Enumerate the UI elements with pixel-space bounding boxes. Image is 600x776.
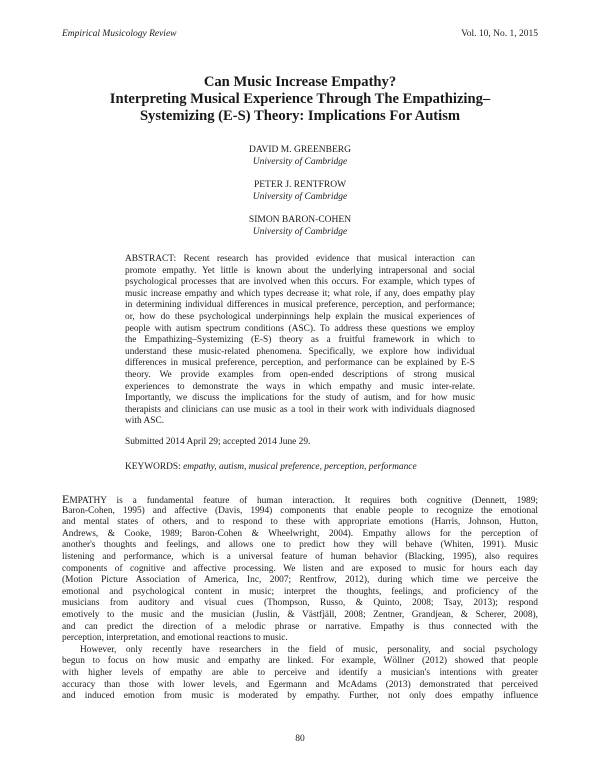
body-text (62, 494, 538, 703)
body-line: begun to focus on how music and empathy are linked. For example, Wöllner (2012) showed that people (62, 656, 538, 667)
body-line: and can predict the direction of a melodic phrase or narrative. Empathy is thus connected with the (62, 621, 538, 632)
body-line: perception, interpretation, and emotional reactions to music. (62, 633, 288, 644)
author-name: PETER J. RENTFROW (253, 180, 347, 190)
running-header (62, 29, 538, 43)
abstract-line: therapists and clinicians can use music as a tool in their work with individuals diagnosed (125, 404, 475, 415)
body-line: and mental states of others, and to respond to these with appropriate emotions (Harris, Johnson, Hutton, (62, 517, 538, 528)
abstract-line: ABSTRACT: Recent research has provided evidence that musical interaction can (125, 254, 475, 264)
title-line-1: Can Music Increase Empathy? (203, 74, 397, 90)
first-word-rest: MPATHY (69, 496, 107, 506)
abstract-line: theory. We provide examples from open-ended descriptions of strong musical (125, 369, 475, 380)
page-number: 80 (295, 734, 305, 744)
author-affiliation: University of Cambridge (252, 227, 348, 237)
abstract (125, 254, 475, 428)
abstract-line: music increase empathy and which types decrease it; what role, if any, does empathy play (125, 288, 475, 299)
volume-info: Vol. 10, No. 1, 2015 (461, 29, 538, 39)
body-line: emotional and psychological content in music; interpret the thoughts, feelings, and proficiency of the (62, 586, 538, 597)
keywords (125, 462, 475, 472)
drop-cap: E (62, 494, 70, 506)
abstract-line: differences in musical preference, perception, and performance can be explained by E-S (125, 358, 475, 369)
body-line: Baron-Cohen, 1995) and affective (Davis, 1994) components that enable people to recognize the emotional (62, 505, 538, 516)
keywords-label: KEYWORDS: (125, 462, 181, 472)
title-line-2: Interpreting Musical Experience Through The Empathizing– (109, 91, 491, 107)
body-line: (Motion Picture Association of America, Inc, 2007; Rentfrow, 2012), during which time we perceive the (62, 575, 538, 586)
body-line: Andrews, & Cooke, 1989; Baron-Cohen & Wheelwright, 2004). Empathy allows for the perception of (62, 528, 538, 539)
abstract-line: experiences to demonstrate the ways in which empathy and music inter-relate. (125, 381, 475, 392)
title-line-3: Systemizing (E-S) Theory: Implications For Autism (139, 108, 461, 124)
body-line: another's thoughts and feelings, and allows one to predict how they will behave (Whiten, 1991). Music (62, 540, 538, 551)
body-line: and induced emotion from music is moderated by empathy. Further, not only does empathy influence (62, 691, 538, 702)
abstract-line: Importantly, we discuss the implications for the study of autism, and for how music (125, 393, 475, 404)
body-line: with higher levels of empathy are able to perceive and identify a musician's intentions with greater (62, 667, 538, 678)
author-entry (120, 144, 480, 168)
abstract-line: the Empathizing–Systemizing (E-S) theory as a fruitful framework in which to (125, 335, 475, 346)
body-line: emotively to the music and the musician (Juslin, & Västfjäll, 2008; Zentner, Grandjean, & Scherer, 2008), (62, 609, 538, 620)
abstract-line: understand these music-related phenomena. Specifically, we explore how individual (125, 346, 475, 357)
author-entry (120, 179, 480, 203)
abstract-line: with ASC. (125, 416, 165, 427)
submission-dates: Submitted 2014 April 29; accepted 2014 June 29. (125, 437, 311, 447)
abstract-line: psychological processes that are involved when this occurs. For example, which types of (125, 277, 475, 288)
author-name: DAVID M. GREENBERG (249, 145, 351, 155)
abstract-line: people with autism spectrum conditions (ASC). To address these questions we employ (125, 323, 475, 334)
author-affiliation: University of Cambridge (252, 192, 348, 202)
keywords-terms: empathy, autism, musical preference, perception, performance (183, 462, 417, 472)
abstract-line: promote empathy. Yet little is known about the underlying intrapersonal and social (125, 265, 475, 276)
body-line: However, only recently have researchers in the field of music, personality, and social psychology (80, 644, 538, 655)
abstract-line: or, how do these psychological underpinnings help explain the musical experiences of (125, 311, 475, 322)
body-line: musicians from auditory and visual cues (Thompson, Russo, & Quinto, 2008; Tsay, 2013); respond (62, 598, 538, 609)
journal-name: Empirical Musicology Review (62, 29, 177, 39)
body-line: EMPATHY is a fundamental feature of human interaction. It requires both cognitive (Dennett, 1989; (62, 494, 538, 506)
body-line: accuracy than those with lower levels, and Egermann and McAdams (2013) demonstrated that perceived (62, 679, 538, 690)
abstract-line: in determining individual differences in musical preference, perception, and performance; (125, 300, 475, 311)
paper-title (60, 74, 540, 125)
body-line: components of cognitive and affective processing. We listen and are exposed to music for hours each day (62, 563, 538, 574)
author-name: SIMON BARON-COHEN (248, 215, 352, 225)
author-entry (120, 214, 480, 238)
author-list (120, 144, 480, 249)
body-line: listening and performance, which is a universal feature of human behavior (Blacking, 1995), also requires (62, 551, 538, 562)
author-affiliation: University of Cambridge (252, 157, 348, 167)
